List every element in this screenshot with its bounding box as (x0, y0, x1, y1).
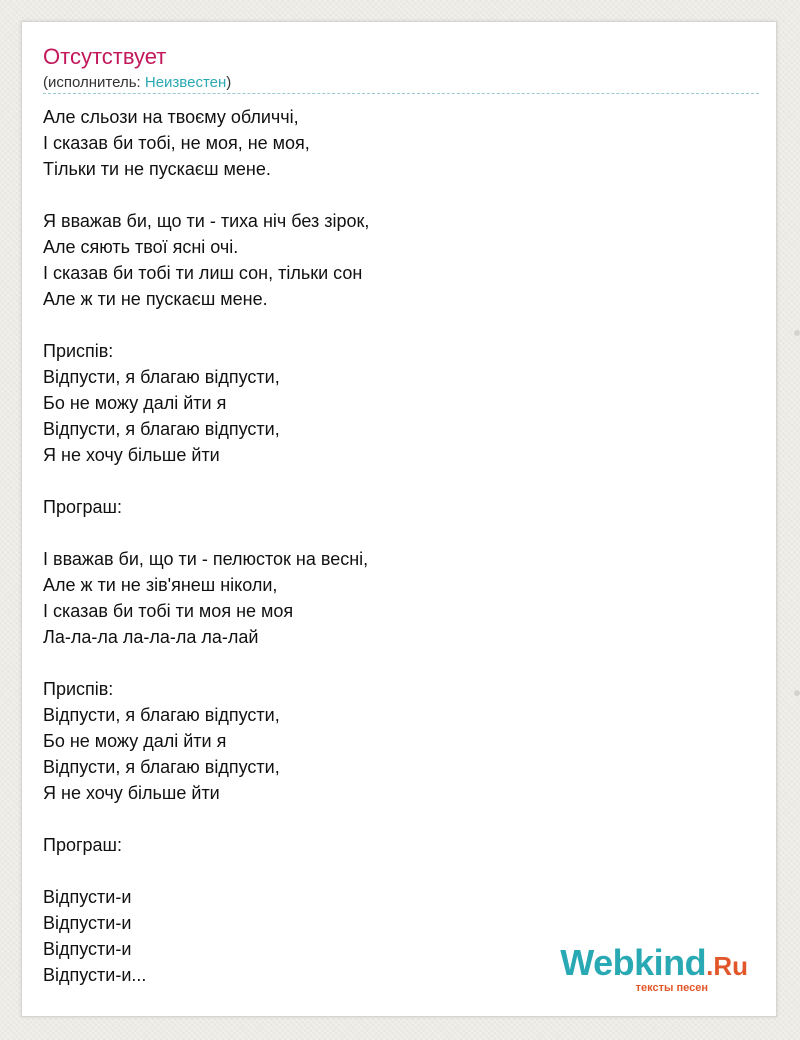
song-title: Отсутствует (43, 44, 167, 69)
lyrics-text (43, 104, 743, 988)
lyrics-card (21, 21, 777, 1017)
logo-suffix: .Ru (706, 951, 748, 981)
lyric-blank-line (43, 520, 743, 546)
lyric-line: Приспів: (43, 341, 114, 361)
lyric-line: Я вважав би, що ти - тиха ніч без зірок, (43, 211, 370, 231)
lyric-line: Але сльози на твоєму обличчі, (43, 107, 299, 127)
lyric-line: Але сяють твої ясні очі. (43, 237, 239, 257)
title-divider (43, 93, 759, 94)
lyric-line: Відпусти-и (43, 939, 132, 959)
lyric-line: Програш: (43, 835, 122, 855)
artist-link[interactable]: Неизвестен (144, 74, 227, 91)
lyric-blank-line (43, 468, 743, 494)
lyric-line: Програш: (43, 497, 122, 517)
logo-tagline: тексты песен (635, 982, 708, 994)
lyric-line: Відпусти-и (43, 913, 132, 933)
lyric-line: Відпусти, я благаю відпусти, (43, 367, 280, 387)
lyric-blank-line (43, 182, 743, 208)
lyric-line: Відпусти, я благаю відпусти, (43, 419, 280, 439)
lyric-blank-line (43, 312, 743, 338)
lyric-blank-line (43, 650, 743, 676)
edge-dot (794, 330, 800, 336)
lyric-line: Ла-ла-ла ла-ла-ла ла-лай (43, 627, 259, 647)
logo-main-text: Webkind (560, 942, 707, 983)
artist-label: (исполнитель: (43, 74, 145, 91)
artist-line (43, 73, 231, 93)
lyric-line: Відпусти-и (43, 887, 132, 907)
lyric-line: Відпусти, я благаю відпусти, (43, 705, 280, 725)
lyric-line: І вважав би, що ти - пелюсток на весні, (43, 549, 369, 569)
lyric-line: Але ж ти не пускаєш мене. (43, 289, 268, 309)
artist-label-close: ) (226, 74, 232, 91)
lyric-line: Але ж ти не зів'янеш ніколи, (43, 575, 278, 595)
lyric-line: Бо не можу далі йти я (43, 731, 227, 751)
lyric-line: І сказав би тобі ти лиш сон, тільки сон (43, 263, 363, 283)
lyric-blank-line (43, 858, 743, 884)
lyric-line: І сказав би тобі ти моя не моя (43, 601, 294, 621)
lyric-line: Тільки ти не пускаєш мене. (43, 159, 271, 179)
webkind-logo[interactable] (560, 942, 748, 994)
lyric-line: Я не хочу більше йти (43, 783, 220, 803)
lyric-line: Бо не можу далі йти я (43, 393, 227, 413)
edge-dot (794, 690, 800, 696)
lyric-line: Приспів: (43, 679, 114, 699)
lyric-blank-line (43, 806, 743, 832)
lyric-line: І сказав би тобі, не моя, не моя, (43, 133, 310, 153)
lyric-line: Я не хочу більше йти (43, 445, 220, 465)
lyric-line: Відпусти, я благаю відпусти, (43, 757, 280, 777)
lyric-line: Відпусти-и... (43, 965, 147, 985)
